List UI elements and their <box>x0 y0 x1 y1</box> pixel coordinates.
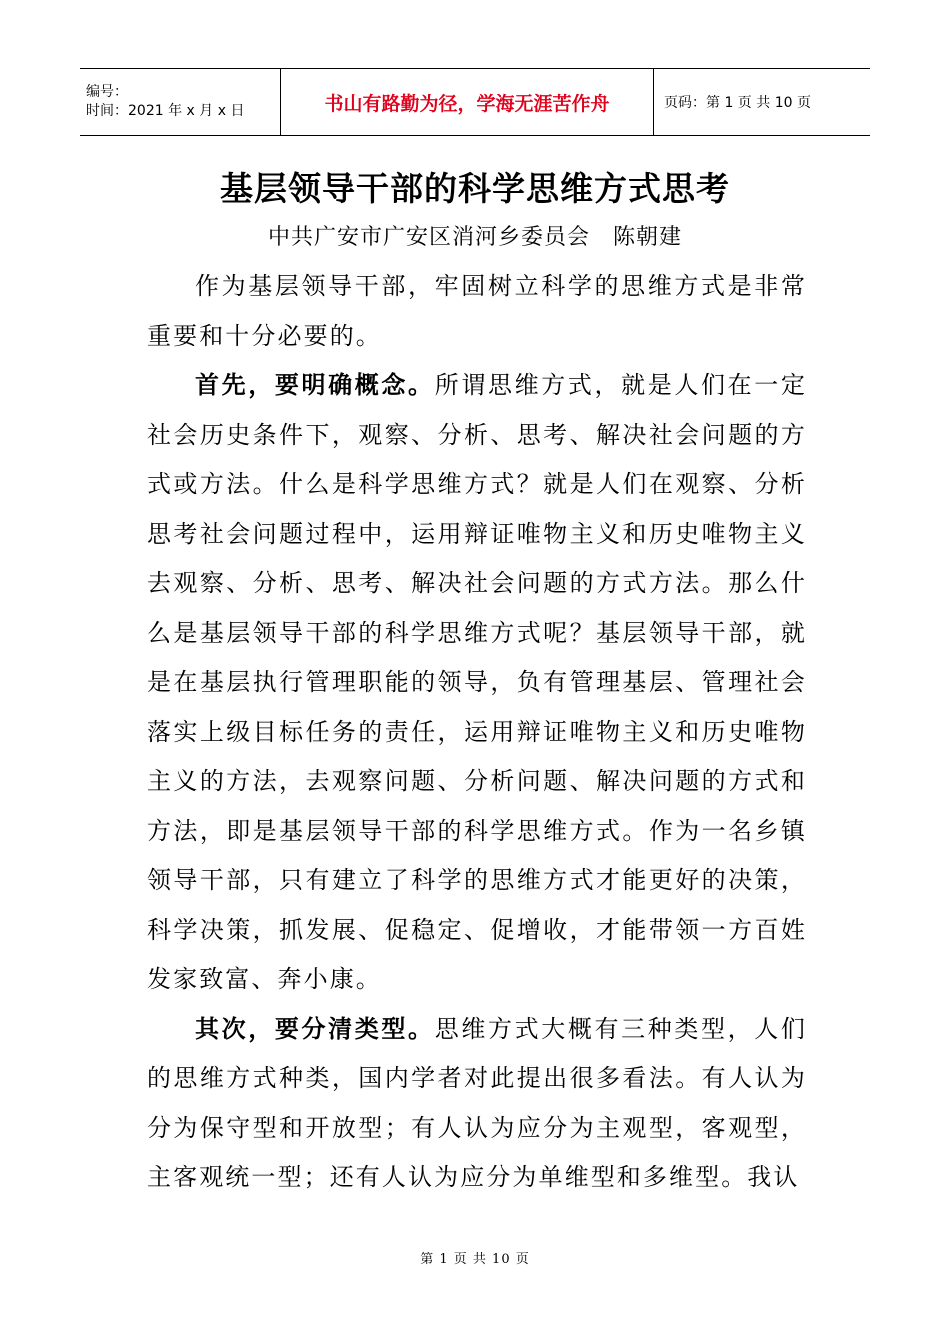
document-body <box>147 262 807 1203</box>
paragraph-text: 作为基层领导干部，牢固树立科学的思维方式是非常重要和十分必要的。 <box>147 272 807 350</box>
number-label: 编号： <box>86 84 128 100</box>
paragraph-text: 所谓思维方式，就是人们在一定社会历史条件下，观察、分析、思考、解决社会问题的方式或方法。什么是科学思维方式？就是人们在观察、分析思考社会问题过程中，运用辩证唯物主义和历史唯物主义去观察、分析、思考、解决社会问题的方式方法。那么什么是基层领导干部的科学思维方式呢？基层领导干部，就是在基层执行管理职能的领导，负有管理基层、管理社会落实上级目标任务的责任，运用辩证唯物主义和历史唯物主义的方法，去观察问题、分析问题、解决问题的方式和方法，即是基层领导干部的科学思维方式。作为一名乡镇领导干部，只有建立了科学的思维方式才能更好的决策，科学决策，抓发展、促稳定、促增收，才能带领一方百姓发家致富、奔小康。 <box>147 371 807 993</box>
header-meta-cell <box>80 69 281 135</box>
header-page-cell <box>654 69 870 135</box>
paragraph <box>147 262 807 361</box>
document-byline: 中共广安市广安区消河乡委员会 陈朝建 <box>267 225 682 250</box>
time-label: 时间：2021 年 x 月 x 日 <box>86 103 245 119</box>
paragraph-lead: 其次，要分清类型。 <box>195 1014 435 1043</box>
paragraph-lead: 首先，要明确概念。 <box>195 371 435 399</box>
motto-text: 书山有路勤为径，学海无涯苦作舟 <box>324 92 610 115</box>
page-footer: 第 1 页 共 10 页 <box>420 1252 530 1267</box>
page-info: 页码：第 1 页 共 10 页 <box>664 95 811 111</box>
document-title: 基层领导干部的科学思维方式思考 <box>220 169 730 208</box>
header-table <box>80 68 870 136</box>
header-motto-cell <box>281 69 654 135</box>
paragraph <box>147 361 807 1005</box>
paragraph-text: 思维方式大概有三种类型，人们的思维方式种类，国内学者对此提出很多看法。有人认为分为保守型和开放型；有人认为应分为主观型，客观型，主客观统一型；还有人认为应分为单维型和多维型。我认 <box>147 1014 807 1191</box>
paragraph <box>147 1005 807 1203</box>
